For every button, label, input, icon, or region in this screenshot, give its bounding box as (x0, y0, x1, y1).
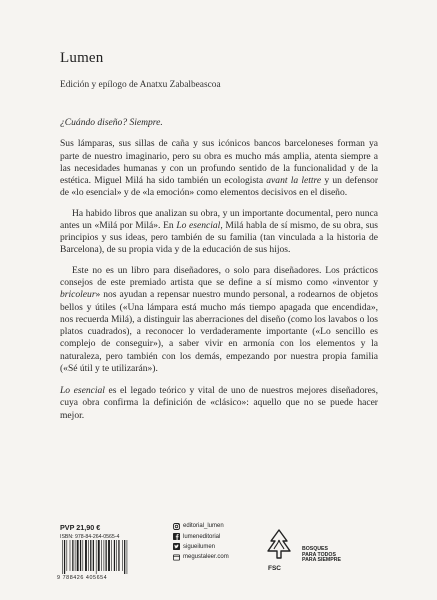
barcode-bar (64, 540, 65, 574)
barcode-bar (108, 540, 110, 571)
social-label: editorial_lumen (183, 523, 224, 530)
barcode-bar (114, 540, 115, 571)
barcode-bar (75, 540, 76, 571)
paragraph-3: Este no es un libro para diseñadores, o solo para diseñadores. Los prácticos consejos de este premiado artista que se define a sí mismo como «inventor y bricoleur» nos ayudan a repensar nuestro mundo personal, a rodearnos de objetos bellos y útiles («Una lámpara está mucho más tiempo apagada que encendida», nos recuerda Milá), a distinguir las aberraciones del diseño (como los lavabos o los platos cuadrados), a reconocer lo verdaderamente importante («Lo sencillo es complejo de conseguir»), a saber vivir en armonía con los elementos y la naturaleza, pero también con los demás, empezando por nuestra propia familia («Sé útil y te utilizarán»). (60, 264, 378, 374)
barcode-bar (80, 540, 81, 571)
barcode-bar (90, 540, 91, 571)
social-row-instagram[interactable] (173, 521, 229, 531)
blurb (60, 117, 378, 430)
social-row-facebook[interactable] (173, 531, 229, 541)
web-icon (173, 554, 180, 561)
social-links (173, 521, 229, 563)
twitter-icon (173, 543, 180, 550)
barcode-bar (96, 540, 97, 574)
barcode-bar (127, 540, 128, 574)
barcode-bar (72, 540, 73, 571)
isbn-label: ISBN: 978-84-264-0565-4 (60, 534, 120, 540)
barcode-bar (85, 540, 87, 571)
paragraph-4: Lo esencial es el legado teórico y vital de uno de nuestros mejores diseñadores, cuya obra confirma la definición de «clásico»: aquello que no se puede hacer mejor. (60, 385, 378, 421)
barcode-bar (88, 540, 89, 571)
barcode-bar (70, 540, 71, 571)
forest-line: PARA SIEMPRE (302, 557, 341, 564)
barcode-bar (111, 540, 112, 571)
social-label: lumeneditorial (183, 533, 221, 540)
barcode-bar (101, 540, 102, 571)
barcode-bar (116, 540, 117, 571)
forest-line: BOSQUES (302, 546, 328, 552)
barcode-bar (77, 540, 79, 571)
barcode-bar (62, 540, 63, 574)
paragraph-2: Ha habido libros que analizan su obra, y un importante documental, pero nunca antes un «Milá por Milá». En Lo esencial, Milá habla de sí mismo, de su obra, sus principios y sus ideas, pero también de su familia (tan vinculada a la historia de Barcelona), de su propia vida y de la educación de sus hijos. (60, 207, 379, 256)
tagline: ¿Cuándo diseño? Siempre. (60, 117, 163, 128)
barcode-bar (93, 540, 94, 571)
barcode-bar (122, 540, 123, 571)
barcode (60, 540, 139, 574)
barcode-bar (67, 540, 68, 571)
social-row-twitter[interactable] (173, 542, 229, 552)
barcode-bar (118, 540, 119, 571)
social-row-web[interactable] (173, 552, 229, 562)
social-label: megustaleer.com (183, 554, 229, 561)
fsc-label: FSC (268, 565, 281, 572)
publisher-name: Lumen (60, 50, 104, 66)
barcode-bar (98, 540, 100, 571)
barcode-bar (104, 540, 105, 571)
barcode-bar (106, 540, 107, 571)
social-label: sigueilumen (183, 543, 216, 550)
barcode-bar (124, 540, 125, 574)
instagram-icon (173, 523, 180, 530)
facebook-icon (173, 533, 180, 540)
forest-line: PARA TODOS (302, 551, 336, 558)
barcode-digits: 9 788426 405654 (57, 575, 108, 581)
barcode-bar (82, 540, 83, 571)
price-label: PVP 21,90 € (60, 523, 101, 532)
paragraph-1: Sus lámparas, sus sillas de caña y sus icónicos bancos barceloneses forman ya parte de nuestro imaginario, pero su obra es mucho más amplia, atenta siempre a las necesidades humanas y con un profundo sentido de la funcionalidad y de la estética. Miguel Milá ha sido también un ecologista avant la lettre y un defensor de «lo esencial» y de «la emoción» como elementos decisivos en el diseño. (60, 138, 378, 199)
forest-slogan (302, 547, 352, 564)
edition-credit: Edición y epílogo de Anatxu Zabalbeascoa (60, 80, 221, 90)
